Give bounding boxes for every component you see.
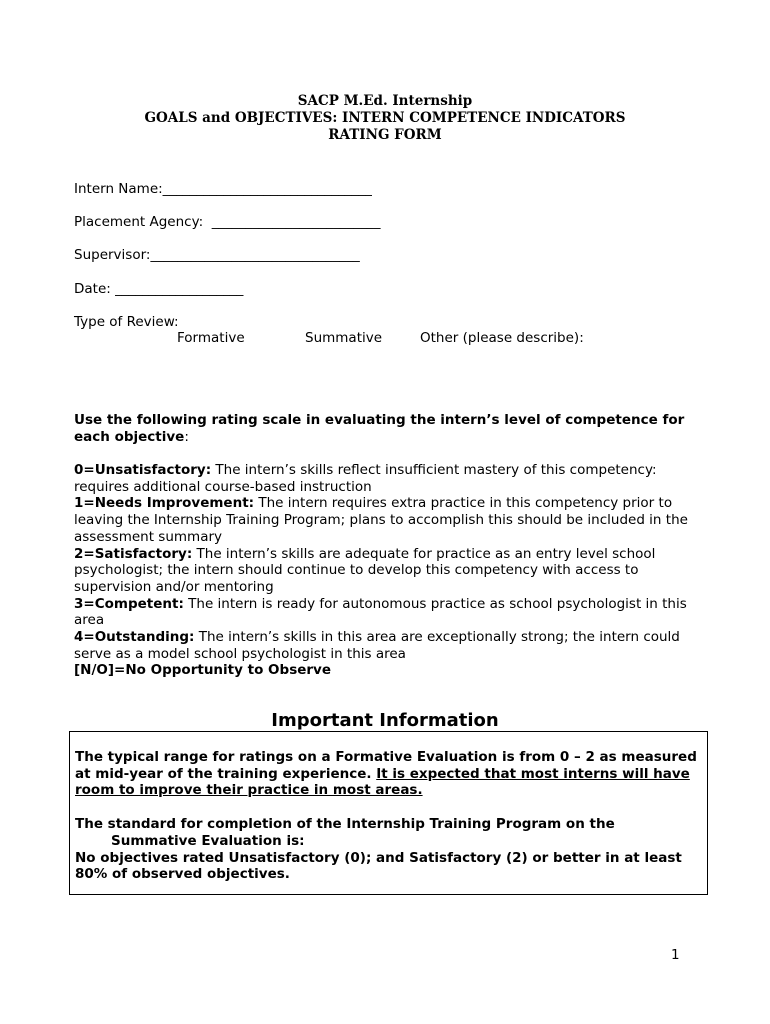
important-information-heading: Important Information (271, 710, 499, 731)
rating-scale-item-text: The intern’s skills in this area are exceptionally strong; the intern could serve as a model school psychologist in this area (74, 629, 680, 662)
rating-scale-item-text: The intern requires extra practice in this competency prior to leaving the Internship Training Program; plans to accomplish this should be included in the assessment summary (74, 495, 688, 545)
date-field[interactable]: Date: ___________________ (74, 281, 244, 297)
rating-scale-item (74, 462, 714, 495)
title-line-3: RATING FORM (328, 127, 442, 143)
rating-scale-item-label: 2=Satisfactory: (74, 545, 193, 562)
rating-scale-item-text: The intern’s skills are adequate for practice as an entry level school psychologist; the intern should continue to develop this competency with access to supervision and/or mentoring (74, 545, 656, 595)
title-line-1: SACP M.Ed. Internship (297, 93, 473, 109)
rating-scale-instructions (74, 412, 714, 446)
rating-scale-item (74, 662, 714, 679)
expectation-note: It is expected that most interns will have room to improve their practice in most areas. (75, 765, 690, 799)
review-option-other[interactable]: Other (please describe): (420, 330, 584, 346)
page-number: 1 (671, 947, 680, 963)
formative-range-note (75, 749, 707, 799)
rating-scale-item-label: 4=Outstanding: (74, 629, 195, 646)
rating-scale-item (74, 596, 714, 629)
intern-name-field[interactable]: Intern Name:_______________________________ (74, 181, 372, 197)
review-option-formative[interactable]: Formative (177, 330, 245, 346)
rating-scale-item-label: 1=Needs Improvement: (74, 495, 255, 512)
rating-scale-item (74, 629, 714, 662)
review-option-summative[interactable]: Summative (305, 330, 383, 346)
rating-scale-instructions-colon: : (184, 429, 189, 445)
standard-line-1: The standard for completion of the Internship Training Program on the (75, 816, 615, 833)
rating-scale-item-text: The intern’s skills reflect insufficient mastery of this competency: requires additional course-based instruction (74, 462, 657, 495)
standard-line-2: Summative Evaluation is: (111, 832, 305, 849)
rating-scale-list (74, 462, 714, 679)
rating-scale-item-label: [N/O]=No Opportunity to Observe (74, 662, 331, 679)
rating-scale-item (74, 495, 714, 545)
formative-range-text: The typical range for ratings on a Formative Evaluation is from 0 – 2 as measured at mid-year of the training experience. (75, 749, 697, 782)
rating-scale-item-text: The intern is ready for autonomous practice as school psychologist in this area (74, 595, 687, 629)
rating-scale-item-label: 0=Unsatisfactory: (74, 462, 212, 478)
important-information-box (69, 731, 708, 895)
placement-agency-field[interactable]: Placement Agency: _________________________ (74, 214, 381, 230)
type-of-review-label: Type of Review: (74, 314, 179, 330)
supervisor-field[interactable]: Supervisor:_______________________________ (74, 247, 360, 263)
rating-scale-item-label: 3=Competent: (74, 595, 184, 612)
rating-scale-item (74, 546, 714, 596)
rating-scale-instructions-text: Use the following rating scale in evaluating the intern’s level of competence for each objective (74, 412, 685, 445)
title-line-2: GOALS and OBJECTIVES: INTERN COMPETENCE INDICATORS (144, 110, 626, 126)
form-title (0, 93, 770, 144)
standard-line-3: No objectives rated Unsatisfactory (0); and Satisfactory (2) or better in at least 80% of observed objectives. (75, 849, 682, 883)
